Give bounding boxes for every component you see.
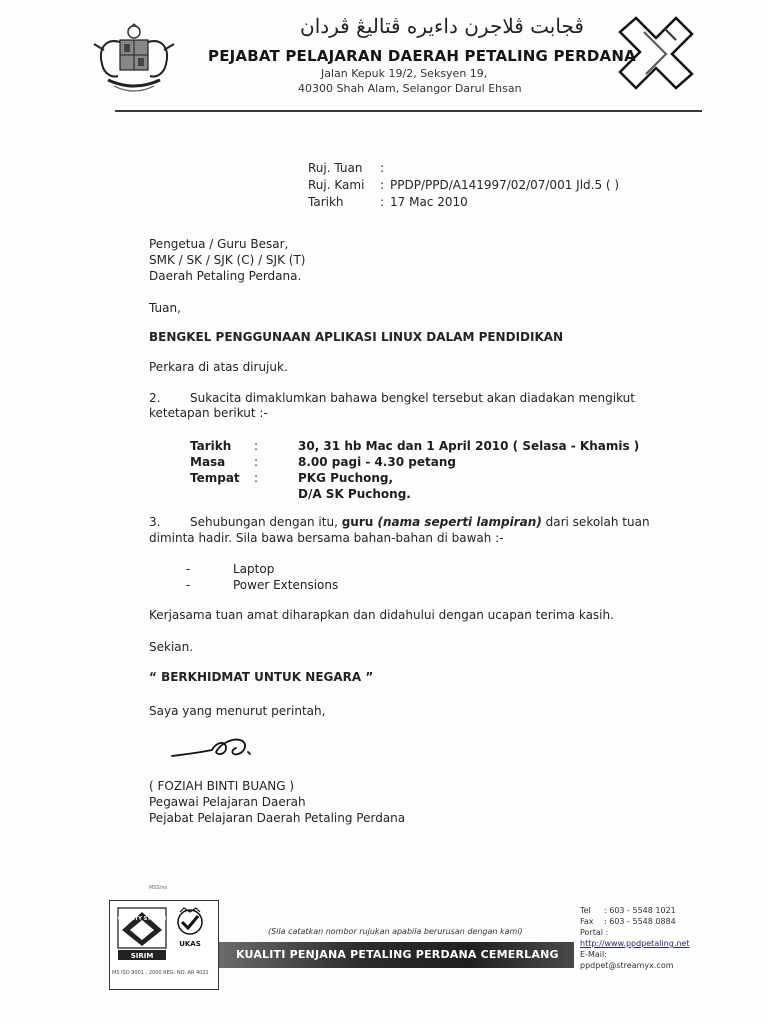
list-bullet: - — [186, 578, 191, 592]
tel-value: : 603 - 5548 1021 — [604, 906, 676, 915]
ref-separator: : — [380, 194, 385, 209]
paragraph-2-line-2: ketetapan berikut :- — [149, 406, 268, 420]
detail-value: D/A SK Puchong. — [298, 487, 411, 501]
email-label: E-Mail: — [580, 950, 607, 959]
fax-label: Fax — [580, 917, 594, 926]
recipient-line-2: SMK / SK / SJK (C) / SJK (T) — [149, 253, 306, 267]
ref-date-label: Tarikh — [308, 194, 344, 209]
portal-link[interactable]: http://www.ppdpetaling.net — [580, 939, 690, 948]
contact-email-address[interactable] — [580, 960, 689, 971]
organization-name: PEJABAT PELAJARAN DAERAH PETALING PERDANA — [208, 47, 636, 65]
recipient-line-1: Pengetua / Guru Besar, — [149, 237, 289, 251]
signatory-name: ( FOZIAH BINTI BUANG ) — [149, 779, 295, 793]
contact-portal — [580, 927, 689, 938]
closing-saya: Saya yang menurut perintah, — [149, 704, 326, 718]
signature — [168, 730, 288, 770]
paragraph-3-text-d: dari sekolah tuan — [541, 515, 650, 529]
jawi-heading: ڤجابت ڤلاجرن داءيره ڤتاليڠ ڤردان — [300, 14, 584, 38]
address-line-2: 40300 Shah Alam, Selangor Darul Ehsan — [298, 82, 522, 95]
recipient-line-3: Daerah Petaling Perdana. — [149, 269, 302, 283]
quality-banner-text: KUALITI PENJANA PETALING PERDANA CEMERLANG — [236, 948, 559, 961]
ref-separator: : — [380, 177, 385, 192]
list-item-text: Power Extensions — [233, 578, 339, 592]
list-bullet: - — [186, 562, 191, 576]
salutation: Tuan, — [149, 301, 181, 315]
sirim-quality-logo — [116, 906, 168, 962]
sirim-quality-text: QUALITY SYSTEM — [117, 916, 167, 922]
contact-email — [580, 949, 689, 960]
detail-separator: : — [254, 439, 259, 453]
workshop-details — [190, 438, 639, 502]
sirim-brand-text: SIRIM — [130, 952, 154, 960]
ref-our-label: Ruj. Kami — [308, 177, 365, 192]
list-item-text: Laptop — [233, 562, 275, 576]
reference-note: (Sila catatkan nombor rujukan apabila berurusan dengan kami) — [268, 927, 523, 936]
contact-portal-url[interactable] — [580, 938, 689, 949]
detail-value: 8.00 pagi - 4.30 petang — [298, 455, 456, 469]
address-line-1: Jalan Kepuk 19/2, Seksyen 19, — [321, 67, 488, 80]
closing-thanks: Kerjasama tuan amat diharapkan dan didahului dengan ucapan terima kasih. — [149, 608, 614, 622]
detail-value: 30, 31 hb Mac dan 1 April 2010 ( Selasa - Khamis ) — [298, 439, 640, 453]
closing-sekian: Sekian. — [149, 640, 194, 654]
paragraph-3-line-1 — [190, 515, 650, 529]
detail-label: Tarikh — [190, 439, 232, 453]
detail-row — [190, 486, 639, 502]
paragraph-3-number: 3. — [149, 515, 161, 529]
signatory-office: Pejabat Pelajaran Daerah Petaling Perdana — [149, 811, 406, 825]
signatory-title: Pegawai Pelajaran Daerah — [149, 795, 306, 809]
footer-initials: MSS/ns — [149, 885, 168, 891]
list-item — [186, 577, 338, 593]
fax-value: : 603 - 5548 0884 — [604, 917, 676, 926]
subject-heading: BENGKEL PENGGUNAAN APLIKASI LINUX DALAM PENDIDIKAN — [149, 330, 564, 344]
detail-separator: : — [254, 455, 259, 469]
paragraph-3-text-b: guru — [341, 515, 378, 529]
list-item — [186, 561, 338, 577]
paragraph-3-text-a: Sehubungan dengan itu, — [190, 515, 342, 529]
detail-row — [190, 438, 639, 454]
ref-date-row — [308, 193, 619, 210]
detail-label: Tempat — [190, 471, 240, 485]
paragraph-2-number: 2. — [149, 391, 161, 405]
ref-date-value: 17 Mac 2010 — [390, 194, 468, 209]
paragraph-1: Perkara di atas dirujuk. — [149, 360, 288, 374]
detail-separator: : — [254, 471, 259, 485]
ukas-text: UKAS — [179, 940, 201, 948]
detail-row — [190, 454, 639, 470]
email-value[interactable]: ppdpet@streamyx.com — [580, 961, 674, 970]
detail-label: Masa — [190, 455, 226, 469]
ref-our-row — [308, 176, 619, 193]
paragraph-2-line-1: Sukacita dimaklumkan bahawa bengkel tersebut akan diadakan mengikut — [190, 391, 635, 405]
ref-separator: : — [380, 160, 385, 175]
tel-label: Tel — [580, 906, 591, 915]
portal-label: Portal : — [580, 928, 609, 937]
ref-our-value: PPDP/PPD/A141997/02/07/001 Jld.5 ( ) — [390, 177, 620, 192]
ref-your-row — [308, 159, 619, 176]
detail-value: PKG Puchong, — [298, 471, 394, 485]
contact-fax — [580, 916, 689, 927]
motto: “ BERKHIDMAT UNTUK NEGARA ” — [149, 670, 374, 684]
ukas-logo — [170, 906, 210, 962]
paragraph-3-line-2: diminta hadir. Sila bawa bersama bahan-bahan di bawah :- — [149, 531, 504, 545]
reference-block — [308, 159, 619, 210]
detail-row — [190, 470, 639, 486]
contact-tel — [580, 905, 689, 916]
certification-number: MS ISO 9001 : 2000 REG. NO. AR 4021 — [112, 970, 209, 976]
coat-of-arms-logo — [84, 20, 184, 100]
paragraph-3-text-c: (nama seperti lampiran) — [377, 515, 542, 529]
ref-your-label: Ruj. Tuan — [308, 160, 363, 175]
header-divider — [115, 110, 702, 112]
contact-block — [580, 905, 689, 971]
materials-list — [186, 561, 338, 593]
